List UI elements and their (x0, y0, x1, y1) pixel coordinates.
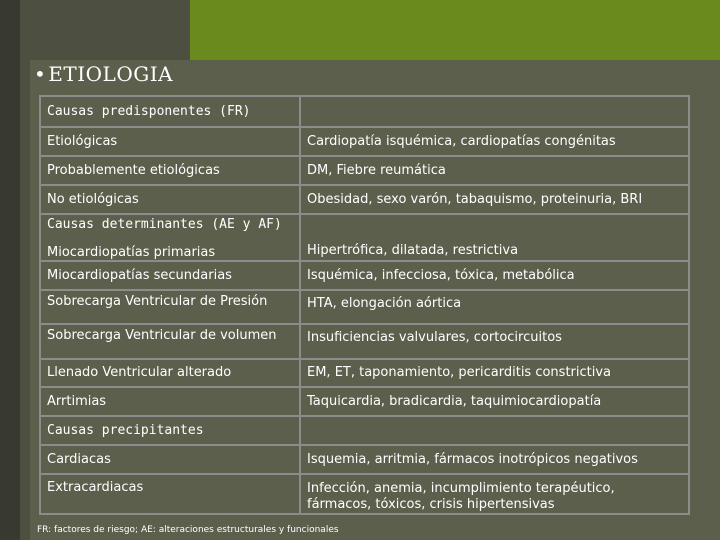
table-cell: Miocardiopatías secundarias (40, 261, 300, 290)
table-cell: Isquemia, arritmia, fármacos inotrópicos negativos (300, 445, 689, 474)
table-row (40, 387, 689, 416)
table-row (40, 185, 689, 214)
table-cell: Probablemente etiológicas (40, 156, 300, 185)
table-cell: DM, Fiebre reumática (300, 156, 689, 185)
table-cell: HTA, elongación aórtica (300, 290, 689, 324)
table-cell (300, 96, 689, 127)
table-row (40, 261, 689, 290)
table-cell (300, 416, 689, 445)
table-cell: Llenado Ventricular alterado (40, 359, 300, 387)
table-cell: Extracardiacas (40, 474, 300, 514)
table-cell: Sobrecarga Ventricular de Presión (40, 290, 300, 324)
accent-block (190, 0, 720, 60)
table-cell: Sobrecarga Ventricular de volumen (40, 324, 300, 359)
table-cell: Infección, anemia, incumplimiento terapéutico, fármacos, tóxicos, crisis hipertensivas (300, 474, 689, 514)
table-row (40, 156, 689, 185)
table-row (40, 359, 689, 387)
table-row (40, 127, 689, 156)
section-header-determinantes: Causas determinantes (AE y AF) (47, 218, 282, 232)
table-row (40, 445, 689, 474)
table-row (40, 324, 689, 359)
table-cell: Hipertrófica, dilatada, restrictiva (300, 214, 689, 261)
title-bullet: • (34, 62, 47, 86)
slide-title (34, 62, 173, 92)
section-header-predisponentes: Causas predisponentes (FR) (40, 96, 300, 127)
table-row (40, 214, 689, 261)
table-row (40, 96, 689, 127)
section-header-precipitantes: Causas precipitantes (40, 416, 300, 445)
table-cell: Obesidad, sexo varón, tabaquismo, proteinuria, BRI (300, 185, 689, 214)
table-cell: Cardiopatía isquémica, cardiopatías congénitas (300, 127, 689, 156)
table-row (40, 474, 689, 514)
table-row (40, 290, 689, 324)
table-row (40, 416, 689, 445)
table-cell: No etiológicas (40, 185, 300, 214)
table-cell: Arrtimias (40, 387, 300, 416)
table-cell-text: Miocardiopatías primarias (47, 245, 216, 260)
table-cell: Insuficiencias valvulares, cortocircuitos (300, 324, 689, 359)
title-text: ETIOLOGIA (48, 62, 174, 86)
table-cell (40, 214, 300, 261)
table-cell: Taquicardia, bradicardia, taquimiocardiopatía (300, 387, 689, 416)
table-cell: Etiológicas (40, 127, 300, 156)
footnote: FR: factores de riesgo; AE: alteraciones estructurales y funcionales (37, 525, 339, 535)
table-cell: Isquémica, infecciosa, tóxica, metabólica (300, 261, 689, 290)
etiology-table (39, 95, 690, 515)
table-cell: EM, ET, taponamiento, pericarditis constrictiva (300, 359, 689, 387)
table-cell: Cardiacas (40, 445, 300, 474)
